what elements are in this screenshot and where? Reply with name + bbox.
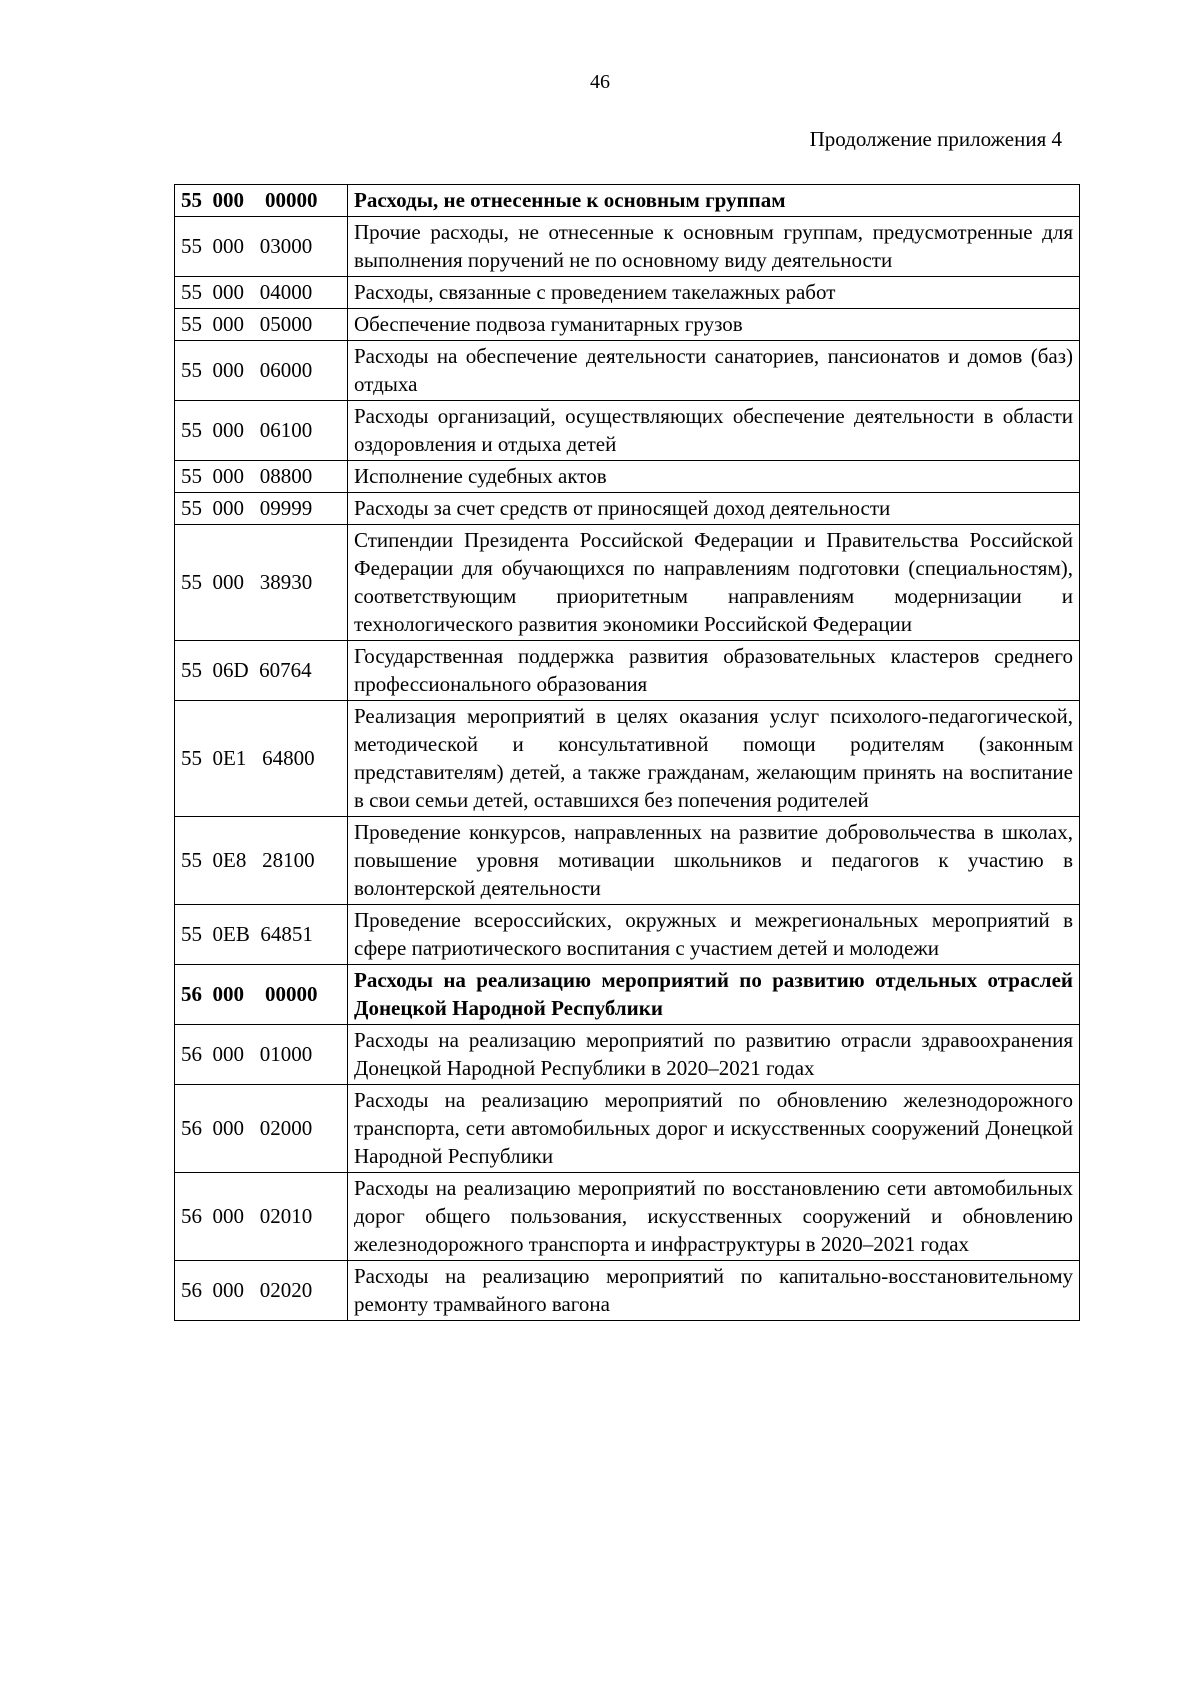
code-cell: 55 0E8 28100 bbox=[175, 817, 348, 905]
description-cell: Расходы на реализацию мероприятий по обновлению железнодорожного транспорта, сети автомобильных дорог и искусственных сооружений Донецкой Народной Республики bbox=[348, 1085, 1080, 1173]
description-cell: Исполнение судебных актов bbox=[348, 461, 1080, 493]
table-row bbox=[175, 1025, 1080, 1085]
table-row bbox=[175, 309, 1080, 341]
code-cell: 56 000 02000 bbox=[175, 1085, 348, 1173]
description-cell: Расходы на реализацию мероприятий по развитию отрасли здравоохранения Донецкой Народной Республики в 2020–2021 годах bbox=[348, 1025, 1080, 1085]
continuation-heading: Продолжение приложения 4 bbox=[809, 127, 1062, 151]
table-row bbox=[175, 217, 1080, 277]
table-row bbox=[175, 341, 1080, 401]
description-cell: Расходы организаций, осуществляющих обеспечение деятельности в области оздоровления и отдыха детей bbox=[348, 401, 1080, 461]
description-cell: Расходы на реализацию мероприятий по восстановлению сети автомобильных дорог общего пользования, искусственных сооружений и обновлению железнодорожного транспорта и инфраструктуры в 2020–2021 годах bbox=[348, 1173, 1080, 1261]
table-row bbox=[175, 185, 1080, 217]
description-cell: Прочие расходы, не отнесенные к основным группам, предусмотренные для выполнения поручений не по основному виду деятельности bbox=[348, 217, 1080, 277]
code-cell: 56 000 02020 bbox=[175, 1261, 348, 1321]
table-row bbox=[175, 965, 1080, 1025]
description-cell: Расходы за счет средств от приносящей доход деятельности bbox=[348, 493, 1080, 525]
description-cell: Обеспечение подвоза гуманитарных грузов bbox=[348, 309, 1080, 341]
code-cell: 55 000 06000 bbox=[175, 341, 348, 401]
code-cell: 55 000 05000 bbox=[175, 309, 348, 341]
description-cell: Реализация мероприятий в целях оказания услуг психолого-педагогической, методической и консультативной помощи родителям (законным представителям) детей, а также гражданам, желающим принять на воспитание в свои семьи детей, оставшихся без попечения родителей bbox=[348, 701, 1080, 817]
code-cell: 55 000 00000 bbox=[175, 185, 348, 217]
table-row bbox=[175, 905, 1080, 965]
description-cell: Государственная поддержка развития образовательных кластеров среднего профессионального образования bbox=[348, 641, 1080, 701]
table-row bbox=[175, 525, 1080, 641]
code-cell: 56 000 00000 bbox=[175, 965, 348, 1025]
table-row bbox=[175, 641, 1080, 701]
table-row bbox=[175, 277, 1080, 309]
description-cell: Расходы на обеспечение деятельности санаториев, пансионатов и домов (баз) отдыха bbox=[348, 341, 1080, 401]
code-cell: 55 000 06100 bbox=[175, 401, 348, 461]
code-cell: 55 0E1 64800 bbox=[175, 701, 348, 817]
description-cell: Расходы на реализацию мероприятий по развитию отдельных отраслей Донецкой Народной Республики bbox=[348, 965, 1080, 1025]
description-cell: Расходы, связанные с проведением такелажных работ bbox=[348, 277, 1080, 309]
table-row bbox=[175, 1085, 1080, 1173]
description-cell: Проведение всероссийских, окружных и межрегиональных мероприятий в сфере патриотического воспитания с участием детей и молодежи bbox=[348, 905, 1080, 965]
description-cell: Стипендии Президента Российской Федерации и Правительства Российской Федерации для обучающихся по направлениям подготовки (специальностям), соответствующим приоритетным направлениям модернизации и технологического развития экономики Российской Федерации bbox=[348, 525, 1080, 641]
code-cell: 55 06D 60764 bbox=[175, 641, 348, 701]
table-body bbox=[175, 185, 1080, 1321]
code-cell: 55 000 04000 bbox=[175, 277, 348, 309]
code-cell: 55 000 09999 bbox=[175, 493, 348, 525]
code-cell: 55 000 38930 bbox=[175, 525, 348, 641]
table-row bbox=[175, 493, 1080, 525]
budget-codes-table bbox=[174, 184, 1080, 1321]
page-number: 46 bbox=[590, 71, 610, 93]
table-row bbox=[175, 401, 1080, 461]
table-row bbox=[175, 1261, 1080, 1321]
description-cell: Расходы на реализацию мероприятий по капитально-восстановительному ремонту трамвайного вагона bbox=[348, 1261, 1080, 1321]
code-cell: 56 000 01000 bbox=[175, 1025, 348, 1085]
table-row bbox=[175, 817, 1080, 905]
code-cell: 55 000 03000 bbox=[175, 217, 348, 277]
table-row bbox=[175, 1173, 1080, 1261]
table-row bbox=[175, 701, 1080, 817]
description-cell: Проведение конкурсов, направленных на развитие добровольчества в школах, повышение уровня мотивации школьников и педагогов к участию в волонтерской деятельности bbox=[348, 817, 1080, 905]
code-cell: 55 000 08800 bbox=[175, 461, 348, 493]
code-cell: 56 000 02010 bbox=[175, 1173, 348, 1261]
code-cell: 55 0EB 64851 bbox=[175, 905, 348, 965]
description-cell: Расходы, не отнесенные к основным группам bbox=[348, 185, 1080, 217]
table-row bbox=[175, 461, 1080, 493]
